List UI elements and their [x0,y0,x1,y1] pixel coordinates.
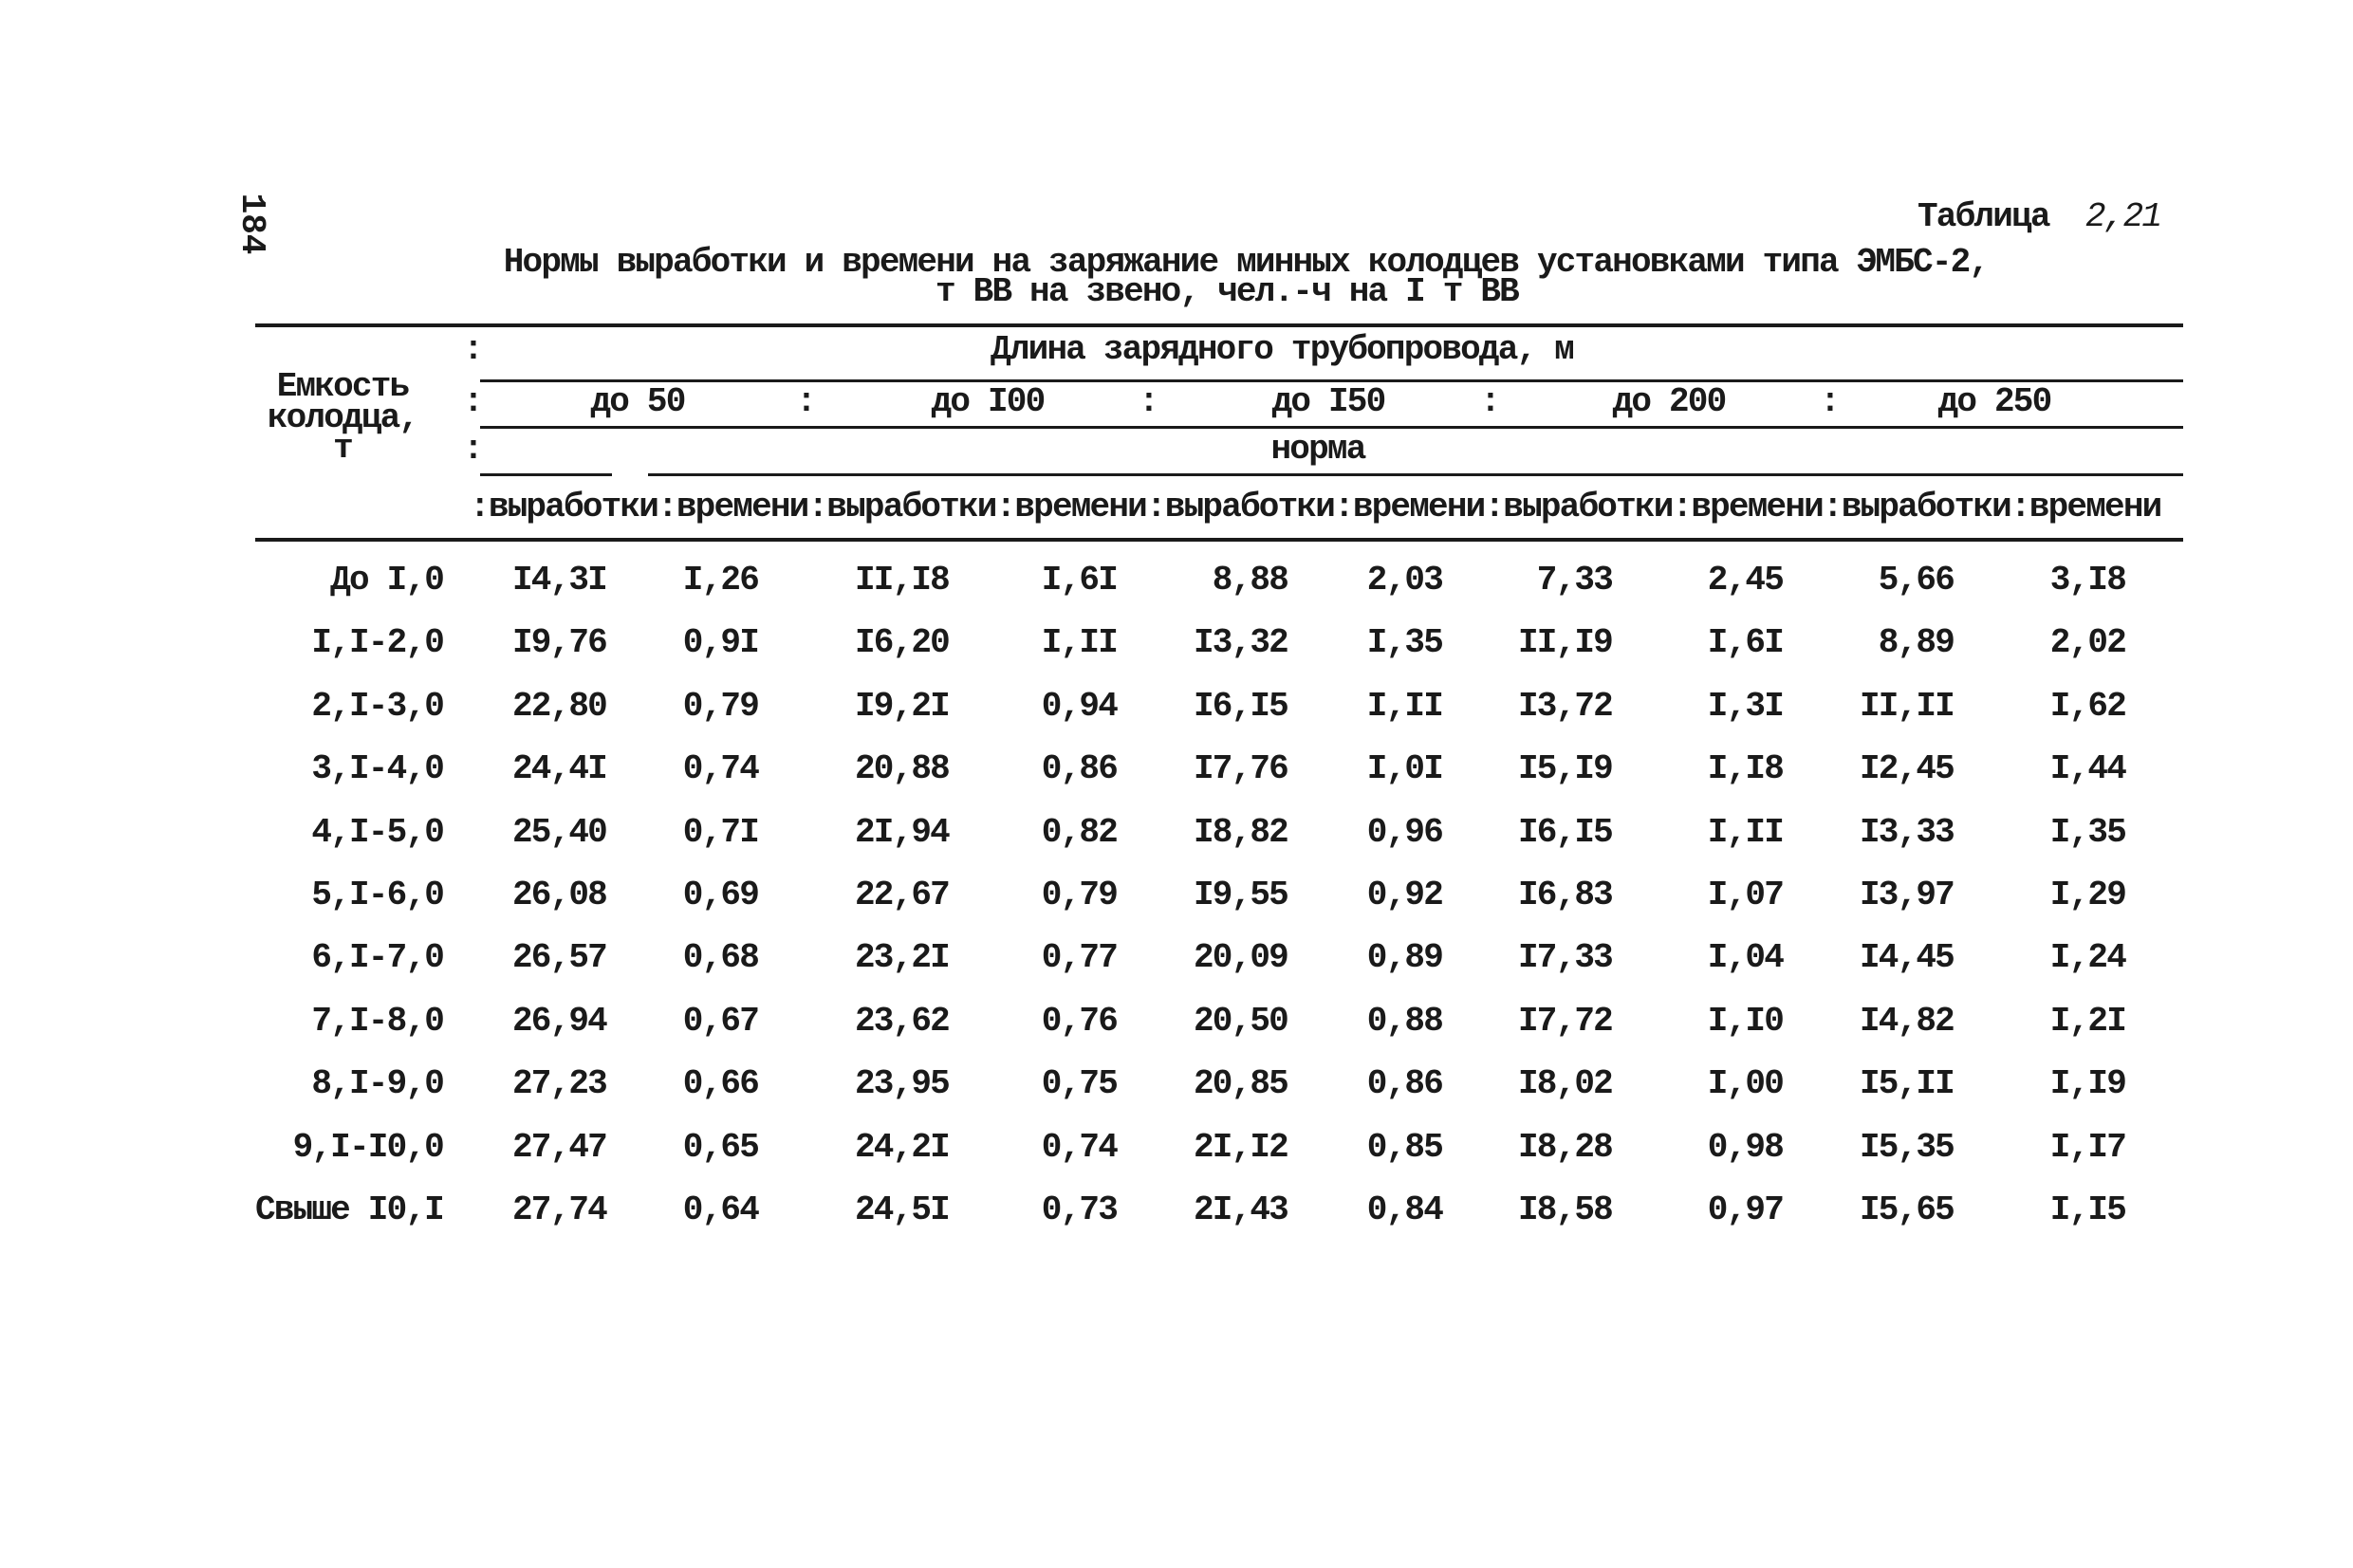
row-label: Свыше I0,I [254,1190,443,1229]
output-up-to-250: I4,82 [1859,1001,1954,1041]
time-up-to-250: I,44 [2049,749,2125,789]
output-up-to-150: 8,88 [1212,561,1288,600]
output-up-to-50: 25,40 [511,812,606,852]
table-label: Таблица [1918,197,2049,236]
header-rule [480,473,612,476]
output-up-to-100: 20,88 [854,749,949,789]
time-up-to-50: 0,9I [682,623,758,663]
time-up-to-250: 2,02 [2049,623,2125,663]
output-up-to-250: I5,II [1859,1064,1954,1104]
header-rule [648,473,2183,476]
header-length-50: до 50 [590,382,685,421]
output-up-to-200: I6,I5 [1517,812,1612,852]
output-up-to-150: 20,85 [1193,1064,1288,1104]
header-separator: : [1484,488,1504,526]
table-row [0,552,2353,609]
output-up-to-50: I9,76 [511,623,606,663]
output-up-to-250: I5,35 [1859,1127,1954,1167]
table-number: 2,21 [2085,197,2161,236]
header-separator: : [1139,382,1158,421]
time-up-to-150: I,0I [1366,749,1442,789]
time-up-to-150: 0,84 [1366,1190,1442,1229]
output-up-to-100: II,I8 [854,561,949,600]
output-up-to-200: II,I9 [1517,623,1612,663]
output-up-to-200: I3,72 [1517,686,1612,726]
output-up-to-150: I7,76 [1193,749,1288,789]
row-label: 9,I-I0,0 [292,1127,443,1167]
table-row [0,867,2353,924]
output-up-to-150: 2I,43 [1193,1190,1288,1229]
time-up-to-50: 0,79 [682,686,758,726]
header-separator: : [658,488,676,526]
row-label: 6,I-7,0 [311,938,443,978]
time-up-to-50: 0,67 [682,1001,758,1041]
time-up-to-50: 0,69 [682,876,758,914]
header-separator: : [1822,488,1842,526]
time-up-to-200: I,3I [1707,686,1783,726]
output-up-to-100: 2I,94 [854,812,949,852]
time-up-to-200: I,6I [1707,623,1783,663]
header-capacity-line-1: Емкость [276,367,409,406]
time-up-to-100: 0,75 [1041,1064,1117,1104]
time-up-to-200: I,04 [1707,938,1783,978]
time-up-to-250: I,I7 [2049,1127,2125,1167]
time-up-to-150: I,35 [1366,623,1442,663]
table-row [0,930,2353,987]
output-up-to-100: 22,67 [854,876,949,914]
output-up-to-50: 27,74 [511,1190,606,1229]
output-up-to-50: 26,94 [511,1001,606,1041]
table-row [0,993,2353,1050]
output-up-to-250: I4,45 [1859,938,1954,978]
time-up-to-100: 0,77 [1041,938,1117,978]
time-up-to-100: I,6I [1041,561,1117,600]
output-up-to-50: 26,08 [511,876,606,914]
output-up-to-100: 23,95 [854,1064,949,1104]
time-up-to-50: 0,74 [682,749,758,789]
output-up-to-100: 23,2I [854,938,949,978]
output-up-to-100: 23,62 [854,1001,949,1041]
table-row [0,741,2353,798]
header-length-200: до 200 [1612,382,1726,421]
header-group-title: Длина зарядного трубопровода, м [991,330,1573,369]
time-up-to-150: 0,88 [1366,1001,1442,1041]
time-up-to-200: 2,45 [1707,561,1783,600]
time-up-to-250: I,2I [2049,1001,2125,1041]
row-label: 3,I-4,0 [311,749,443,789]
header-separator: : [1820,382,1839,421]
table-row [0,615,2353,672]
table-row [0,678,2353,735]
output-up-to-150: I6,I5 [1193,686,1288,726]
time-up-to-100: 0,73 [1041,1190,1117,1229]
time-up-to-250: I,35 [2049,812,2125,852]
output-up-to-200: I5,I9 [1517,749,1612,789]
header-output-200: выработки [1503,488,1673,526]
time-up-to-100: 0,76 [1041,1001,1117,1041]
header-separator: : [470,488,489,526]
time-up-to-200: I,II [1707,812,1783,852]
table-row [0,1182,2353,1239]
row-label: 7,I-8,0 [311,1001,443,1041]
output-up-to-50: 27,47 [511,1127,606,1167]
header-norm-label: норма [1270,430,1365,469]
row-label: I,I-2,0 [311,623,443,663]
header-capacity-line-3: т [333,429,352,468]
time-up-to-50: I,26 [682,561,758,600]
row-label: 5,I-6,0 [311,876,443,914]
time-up-to-150: 0,89 [1366,938,1442,978]
output-up-to-250: I3,33 [1859,812,1954,852]
time-up-to-250: I,I5 [2049,1190,2125,1229]
output-up-to-200: I6,83 [1517,876,1612,914]
output-up-to-250: I2,45 [1859,749,1954,789]
output-up-to-200: I8,28 [1517,1127,1612,1167]
row-label: 4,I-5,0 [311,812,443,852]
header-length-150: до I50 [1271,382,1385,421]
time-up-to-150: I,II [1366,686,1442,726]
row-label: 8,I-9,0 [311,1064,443,1104]
header-length-250: до 250 [1937,382,2051,421]
output-up-to-200: 7,33 [1536,561,1612,600]
output-up-to-50: 24,4I [511,749,606,789]
header-rule [480,426,2183,429]
output-up-to-100: I6,20 [854,623,949,663]
header-time-50: времени [676,488,808,526]
header-output-100: выработки [826,488,996,526]
output-up-to-150: 20,50 [1193,1001,1288,1041]
output-up-to-150: 20,09 [1193,938,1288,978]
table-row [0,1056,2353,1113]
time-up-to-200: 0,97 [1707,1190,1783,1229]
header-separator: : [1145,488,1165,526]
row-label: До I,0 [330,561,443,600]
table-row [0,804,2353,861]
header-time-200: времени [1691,488,1823,526]
time-up-to-150: 2,03 [1366,561,1442,600]
time-up-to-250: 3,I8 [2049,561,2125,600]
output-up-to-200: I8,58 [1517,1190,1612,1229]
header-separator: : [463,430,482,469]
time-up-to-50: 0,66 [682,1064,758,1104]
header-separator: : [995,488,1015,526]
output-up-to-50: 22,80 [511,686,606,726]
output-up-to-150: I9,55 [1193,876,1288,914]
output-up-to-200: I7,72 [1517,1001,1612,1041]
header-time-250: времени [2029,488,2161,526]
time-up-to-200: 0,98 [1707,1127,1783,1167]
time-up-to-150: 0,85 [1366,1127,1442,1167]
header-separator: : [2010,488,2029,526]
header-sub-labels [470,490,2160,525]
time-up-to-250: I,24 [2049,938,2125,978]
header-separator: : [463,382,482,421]
time-up-to-100: 0,82 [1041,812,1117,852]
header-separator: : [1480,382,1499,421]
table-header-rule [255,538,2183,542]
title-line-1: Нормы выработки и времени на заряжание минных колодцев установками типа ЭМБС-2, [503,243,1989,282]
row-label: 2,I-3,0 [311,686,443,726]
output-up-to-250: 8,89 [1878,623,1954,663]
header-separator: : [807,488,827,526]
header-output-250: выработки [1841,488,2010,526]
time-up-to-100: 0,74 [1041,1127,1117,1167]
page-number: 184 [232,193,271,255]
time-up-to-100: 0,79 [1041,876,1117,914]
table-top-rule [255,323,2183,327]
time-up-to-150: 0,92 [1366,876,1442,914]
time-up-to-100: 0,94 [1041,686,1117,726]
output-up-to-100: I9,2I [854,686,949,726]
output-up-to-100: 24,2I [854,1127,949,1167]
time-up-to-250: I,29 [2049,876,2125,914]
output-up-to-250: 5,66 [1878,561,1954,600]
output-up-to-50: 27,23 [511,1064,606,1104]
time-up-to-50: 0,64 [682,1190,758,1229]
header-separator: : [1672,488,1692,526]
output-up-to-150: I3,32 [1193,623,1288,663]
time-up-to-50: 0,68 [682,938,758,978]
header-time-100: времени [1014,488,1146,526]
output-up-to-250: II,II [1859,686,1954,726]
output-up-to-250: I3,97 [1859,876,1954,914]
time-up-to-100: 0,86 [1041,749,1117,789]
header-output-150: выработки [1164,488,1335,526]
time-up-to-250: I,I9 [2049,1064,2125,1104]
output-up-to-150: 2I,I2 [1193,1127,1288,1167]
time-up-to-200: I,07 [1707,876,1783,914]
output-up-to-50: 26,57 [511,938,606,978]
header-separator: : [796,382,815,421]
time-up-to-50: 0,65 [682,1127,758,1167]
header-separator: : [1334,488,1353,526]
time-up-to-100: I,II [1041,623,1117,663]
output-up-to-100: 24,5I [854,1190,949,1229]
time-up-to-250: I,62 [2049,686,2125,726]
header-time-150: времени [1352,488,1485,526]
output-up-to-250: I5,65 [1859,1190,1954,1229]
output-up-to-150: I8,82 [1193,812,1288,852]
table-row [0,1119,2353,1176]
header-length-100: до I00 [931,382,1045,421]
header-output-50: выработки [488,488,658,526]
time-up-to-150: 0,96 [1366,812,1442,852]
time-up-to-200: I,I8 [1707,749,1783,789]
time-up-to-150: 0,86 [1366,1064,1442,1104]
time-up-to-50: 0,7I [682,812,758,852]
header-separator: : [463,330,482,369]
time-up-to-200: I,I0 [1707,1001,1783,1041]
title-line-2: т ВВ на звено, чел.-ч на I т ВВ [936,272,1518,311]
output-up-to-200: I8,02 [1517,1064,1612,1104]
time-up-to-200: I,00 [1707,1064,1783,1104]
output-up-to-50: I4,3I [511,561,606,600]
output-up-to-200: I7,33 [1517,938,1612,978]
header-capacity-line-2: колодца, [267,398,418,437]
